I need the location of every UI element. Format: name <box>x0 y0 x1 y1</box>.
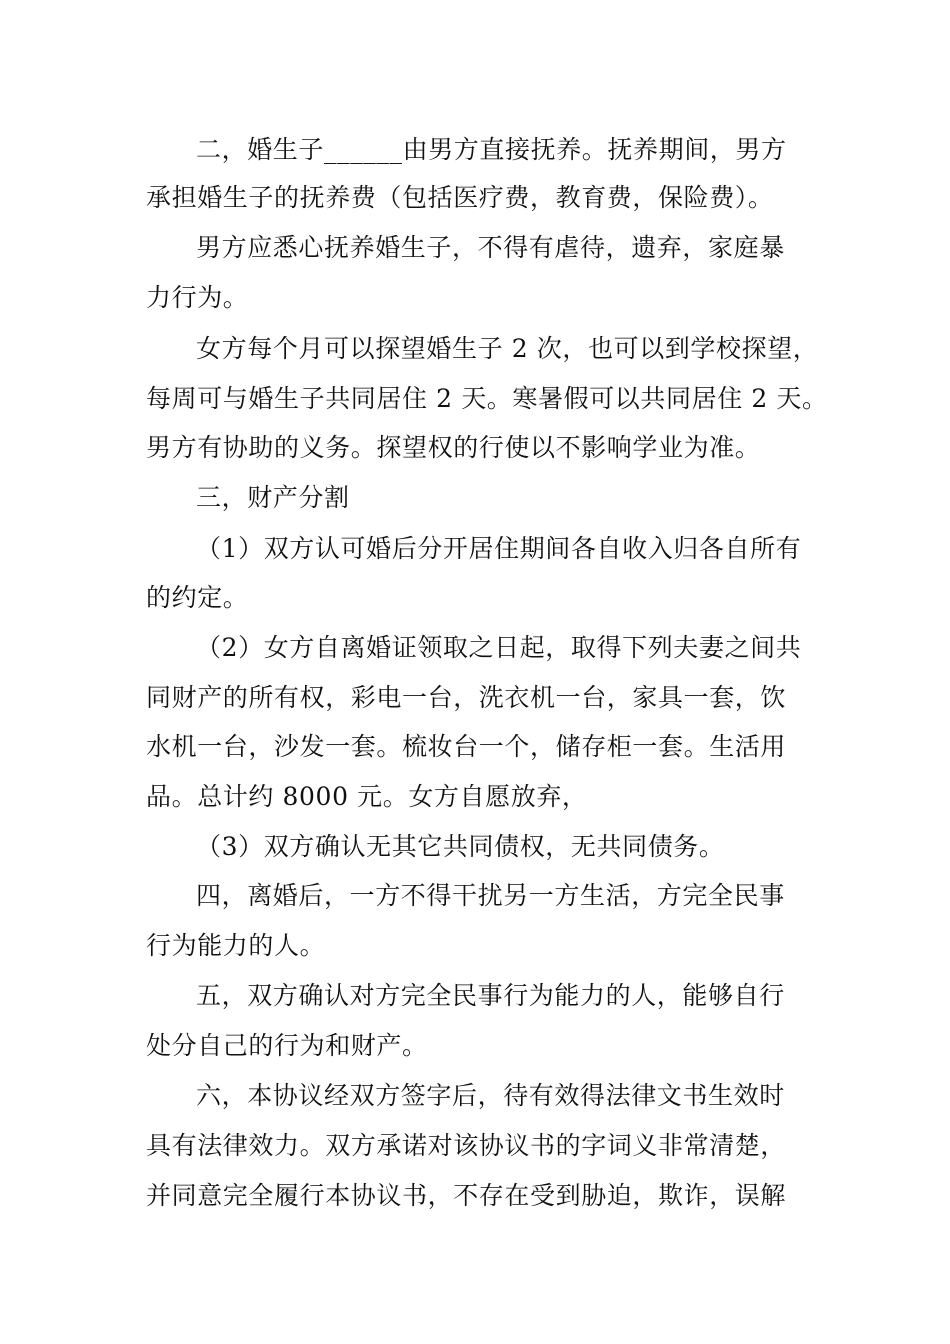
paragraph-line: 二，婚生子______由男方直接抚养。抚养期间，男方 <box>196 135 787 164</box>
paragraph-line: 同财产的所有权，彩电一台，洗衣机一台，家具一套，饮 <box>146 683 787 712</box>
paragraph-line: 水机一台，沙发一套。梳妆台一个，储存柜一套。生活用 <box>146 732 787 761</box>
paragraph-line: 的约定。 <box>146 583 249 612</box>
paragraph-line: 力行为。 <box>146 283 249 312</box>
paragraph-line: 六，本协议经双方签字后，待有效得法律文书生效时 <box>196 1081 785 1110</box>
paragraph-line: 具有法律效力。双方承诺对该协议书的字词义非常清楚， <box>146 1131 787 1160</box>
paragraph-line: 承担婚生子的抚养费（包括医疗费，教育费，保险费）。 <box>146 183 774 212</box>
paragraph-line: 男方应悉心抚养婚生子，不得有虐待，遗弃，家庭暴 <box>196 233 785 262</box>
paragraph-line: 行为能力的人。 <box>146 931 326 960</box>
paragraph-line: 品。总计约 8000 元。女方自愿放弃， <box>146 782 588 811</box>
section-heading: 三，财产分割 <box>196 483 350 512</box>
paragraph-line: 男方有协助的义务。探望权的行使以不影响学业为准。 <box>146 433 761 462</box>
paragraph-line: 并同意完全履行本协议书，不存在受到胁迫，欺诈，误解 <box>146 1181 787 1210</box>
paragraph-line: 处分自己的行为和财产。 <box>146 1031 428 1060</box>
paragraph-line: （1）双方认可婚后分开居住期间各自收入归各自所有 <box>196 534 802 563</box>
paragraph-line: （3）双方确认无其它共同债权，无共同债务。 <box>196 832 725 861</box>
paragraph-line: （2）女方自离婚证领取之日起，取得下列夫妻之间共 <box>196 633 802 662</box>
paragraph-line: 五，双方确认对方完全民事行为能力的人，能够自行 <box>196 981 785 1010</box>
paragraph-line: 四，离婚后，一方不得干扰另一方生活，方完全民事 <box>196 881 785 910</box>
paragraph-line: 女方每个月可以探望婚生子 2 次，也可以到学校探望， <box>196 334 819 363</box>
paragraph-line: 每周可与婚生子共同居住 2 天。寒暑假可以共同居住 2 天。 <box>146 384 828 413</box>
